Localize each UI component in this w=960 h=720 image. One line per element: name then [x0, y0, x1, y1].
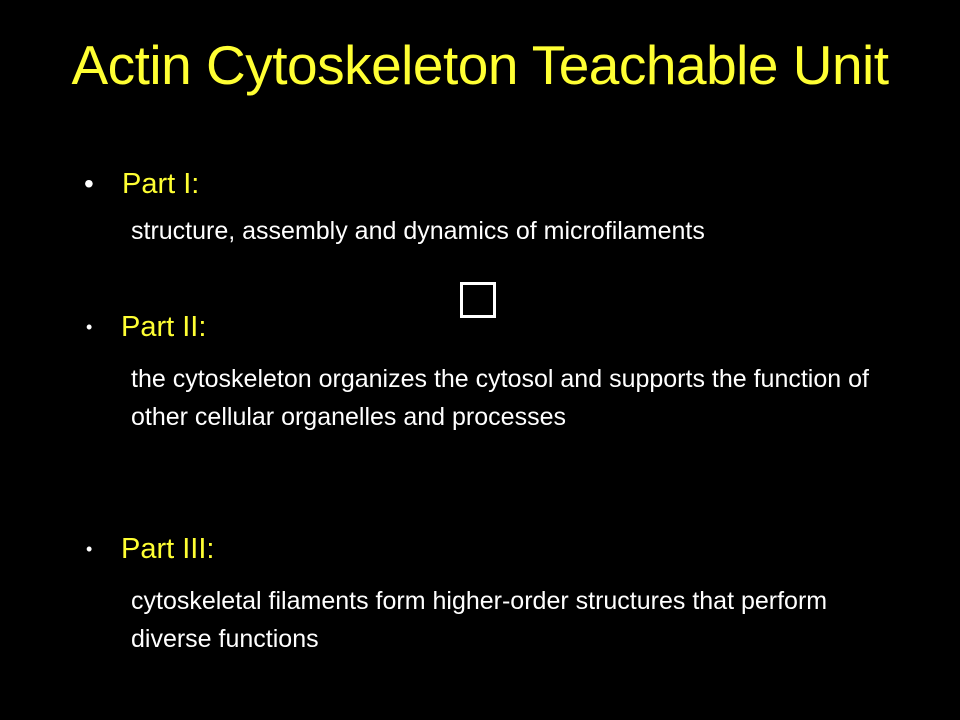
part-3-heading: Part III: — [121, 533, 215, 565]
slide-title: Actin Cytoskeleton Teachable Unit — [71, 34, 889, 96]
part-2-bullet: • — [86, 317, 93, 337]
part-1-description: structure, assembly and dynamics of microfilaments — [131, 217, 705, 245]
part-1-heading: Part I: — [122, 168, 200, 200]
part-3-bullet: • — [86, 539, 93, 559]
part-2-heading: Part II: — [121, 311, 207, 343]
part-3-description: cytoskeletal filaments form higher-order structures that perform diverse functions — [131, 587, 828, 653]
part-1-bullet: • — [84, 168, 94, 199]
part-2-description: the cytoskeleton organizes the cytosol and supports the function of other cellular organelles and processes — [131, 365, 869, 431]
missing-glyph-box-icon — [460, 282, 496, 318]
